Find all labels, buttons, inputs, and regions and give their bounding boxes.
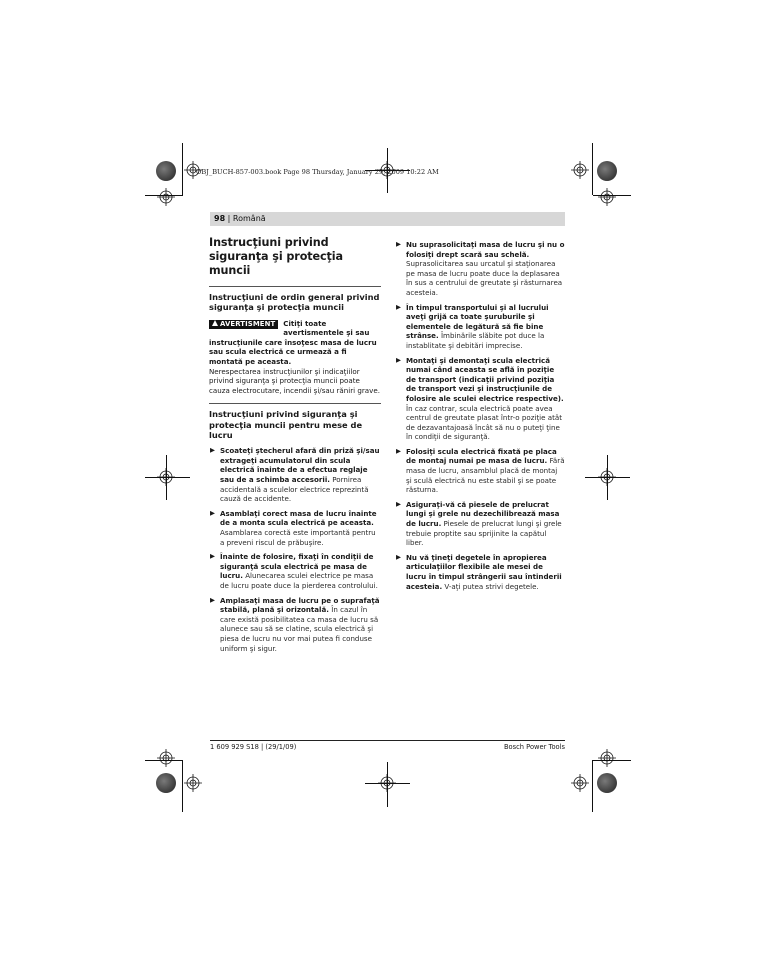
warning-normal-text: Nerespectarea instrucţiunilor şi indicaţiilor privind siguranţa şi protecţia muncii poate cauza electrocutare, incendii şi/sau răniri grave. — [209, 366, 380, 395]
registration-mark-icon — [157, 188, 175, 206]
bullet-arrow-icon: ▶ — [396, 446, 401, 455]
list-item — [209, 509, 381, 547]
registration-mark-icon — [157, 749, 175, 767]
list-item — [209, 552, 381, 590]
bullet-arrow-icon: ▶ — [210, 446, 215, 455]
bullet-arrow-icon: ▶ — [396, 302, 401, 311]
list-item — [395, 240, 565, 298]
page-header — [214, 214, 266, 223]
item-bold-text: Nu suprasolicitaţi masa de lucru şi nu o folosiţi drept scară sau schelă. — [406, 240, 565, 259]
section-title: Instrucţiuni privind siguranţa şi protecţia muncii — [209, 236, 343, 277]
footer-code: 1 609 929 S18 | (29/1/09) — [210, 743, 297, 751]
item-bold-text: Asiguraţi-vă că piesele de prelucrat lungi şi grele nu dezechilibrează masa de lucru. — [406, 499, 560, 529]
list-item — [209, 446, 381, 504]
tables-heading: Instrucţiuni privind siguranţa şi protecţia muncii pentru mese de lucru — [209, 409, 363, 440]
item-bold-text: În timpul transportului şi al lucrului aveţi grijă ca toate şuruburile şi elementele de legătură să fie bine strânse. — [406, 302, 549, 341]
list-item — [209, 596, 381, 654]
divider — [209, 403, 381, 404]
warning-badge — [209, 320, 278, 329]
warning-bold-text: Citiţi toate avertismentele şi sau instrucţiunile care însoţesc masa de lucru sau scula electrică ce urmează a fi montată pe aceasta. — [209, 318, 377, 366]
item-normal-text: Fără masa de lucru, ansamblul placă de montaj şi sculă electrică nu este stabil şi se poate răsturna. — [406, 456, 565, 495]
item-bold-text: Nu vă ţineţi degetele în apropierea articulaţiilor flexibile ale mesei de lucru în timpul strângerii sau întinderii acesteia. — [406, 552, 562, 591]
left-safety-list — [209, 446, 381, 653]
registration-mark-icon — [571, 774, 589, 792]
bullet-arrow-icon: ▶ — [210, 595, 215, 604]
item-normal-text: În cazul în care există posibilitatea ca masa de lucru să alunece sau să se clatine, scula electrică şi piesa de lucru nu vor mai putea fi conduse uniform şi sigur. — [220, 605, 379, 653]
registration-mark-icon — [598, 749, 616, 767]
bullet-arrow-icon: ▶ — [210, 552, 215, 561]
item-normal-text: Asamblarea corectă este importantă pentru a preveni riscul de prăbuşire. — [220, 527, 376, 547]
list-item — [395, 303, 565, 351]
item-bold-text: Scoateţi ştecherul afară din priză şi/sau extrageţi acumulatorul din scula electrică înainte de a efectua reglaje sau de a schimba accesorii. — [220, 446, 380, 485]
item-normal-text: Pornirea accidentală a sculelor electrice reprezintă cauză de accidente. — [220, 475, 369, 504]
item-bold-text: Asamblaţi corect masa de lucru înainte de a monta scula electrică pe aceasta. — [220, 508, 377, 528]
list-item — [395, 356, 565, 442]
header-separator: | — [225, 214, 233, 223]
bullet-arrow-icon: ▶ — [210, 508, 215, 517]
list-item — [395, 447, 565, 495]
footer-rule — [210, 740, 565, 741]
item-bold-text: Înainte de folosire, fixaţi în condiţii de siguranţă scula electrică pe masa de lucru. — [220, 552, 374, 581]
page-number: 98 — [214, 214, 226, 223]
bullet-arrow-icon: ▶ — [396, 499, 401, 508]
divider — [209, 286, 381, 287]
print-slug: OBJ_BUCH-857-003.book Page 98 Thursday, January 29, 2009 10:22 AM — [196, 168, 439, 176]
warning-icon — [212, 320, 218, 326]
bullet-arrow-icon: ▶ — [396, 355, 401, 364]
item-normal-text: V-aţi putea strivi degetele. — [442, 581, 539, 591]
item-bold-text: Montaţi şi demontaţi scula electrică numai când aceasta se află în poziţie de transport (indicaţii privind poziţia de transport vezi şi instrucţiunile de folosire ale sculei electrice respective). — [406, 355, 564, 403]
warning-block — [209, 319, 381, 396]
item-bold-text: Folosiţi scula electrică fixată pe placa de montaj numai pe masa de lucru. — [406, 446, 557, 466]
item-normal-text: Alunecarea sculei electrice pe masa de lucru poate duce la pierderea controlului. — [220, 571, 378, 590]
item-normal-text: Piesele de prelucrat lungi şi grele trebuie proptite sau sprijinite la capătul liber. — [406, 519, 562, 548]
warning-badge-label: AVERTISMENT — [220, 319, 276, 328]
list-item — [395, 553, 565, 591]
right-column — [395, 240, 565, 596]
registration-mark-icon — [598, 188, 616, 206]
left-column — [209, 236, 381, 658]
header-language: Română — [232, 214, 266, 223]
registration-mark-icon — [184, 774, 202, 792]
item-normal-text: Îmbinările slăbite pot duce la instablitate şi debitări imprecise. — [406, 331, 545, 350]
item-normal-text: Suprasolicitarea sau urcatul şi staţionarea pe masa de lucru poate duce la deplasarea în sus a centrului de greutate şi răsturnarea acesteia. — [406, 259, 563, 297]
list-item — [395, 500, 565, 548]
item-bold-text: Amplasaţi masa de lucru pe o suprafaţă stabilă, plană şi orizontală. — [220, 595, 380, 615]
item-normal-text: În caz contrar, scula electrică poate avea centrul de greutate plasat într-o poziţie atât de dezavantajoasă încât să nu o puteţi ţine în condiţii de siguranţă. — [406, 403, 563, 442]
bullet-arrow-icon: ▶ — [396, 552, 401, 561]
general-heading: Instrucţiuni de ordin general privind siguranţa şi protecţia muncii — [209, 292, 380, 313]
registration-mark-icon — [571, 161, 589, 179]
footer-brand: Bosch Power Tools — [503, 743, 565, 751]
right-safety-list — [395, 240, 565, 591]
bullet-arrow-icon: ▶ — [396, 240, 401, 248]
